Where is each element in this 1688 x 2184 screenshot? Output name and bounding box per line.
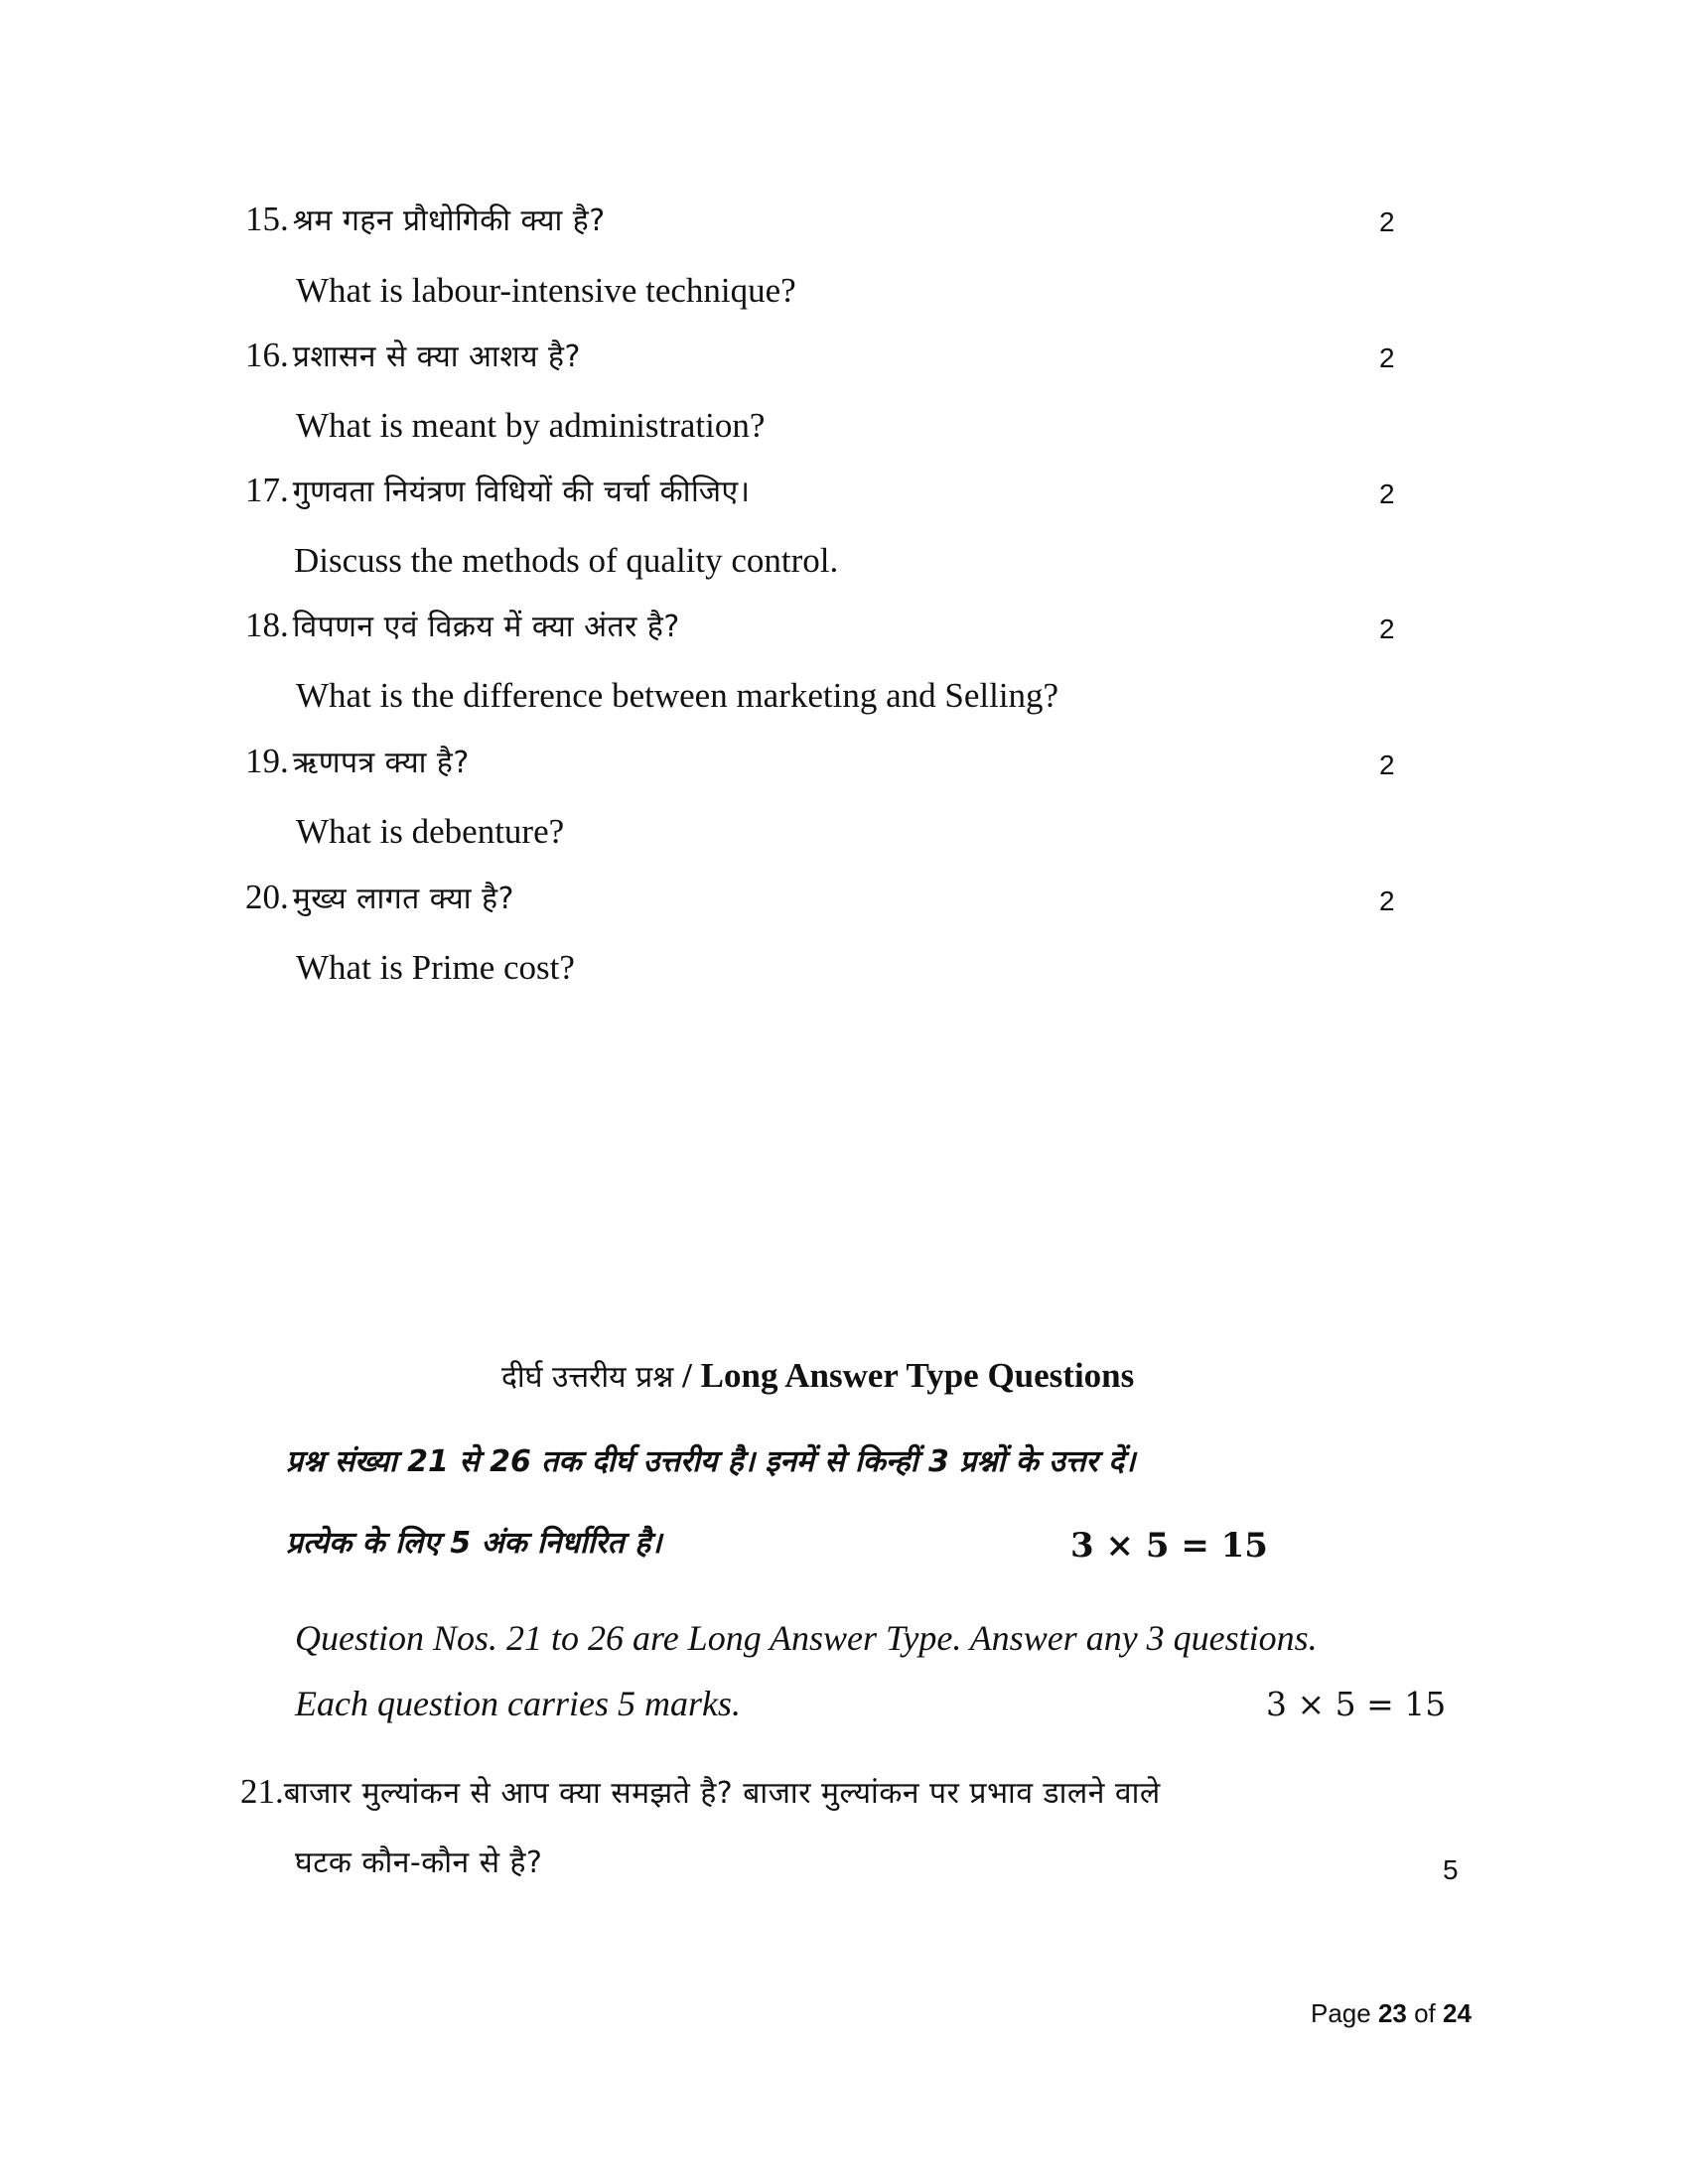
question-marks: 2 bbox=[1379, 478, 1395, 509]
question-18 bbox=[245, 608, 680, 642]
page-current: 23 bbox=[1377, 1998, 1407, 2028]
question-english: What is Prime cost? bbox=[296, 948, 575, 987]
instruction-hindi-line1: प्रश्न संख्या 21 से 26 तक दीर्घ उत्तरीय है। इनमें से किन्हीं 3 प्रश्नों के उत्तर दें। bbox=[286, 1444, 1136, 1479]
question-english: Discuss the methods of quality control. bbox=[294, 541, 839, 580]
question-hindi: विपणन एवं विक्रय में क्या अंतर है? bbox=[292, 610, 680, 644]
question-hindi-line2: घटक कौन-कौन से है? bbox=[295, 1845, 543, 1880]
question-19 bbox=[245, 744, 470, 778]
marks-formula-english: 3 × 5 = 15 bbox=[1266, 1685, 1447, 1723]
question-hindi-line1: बाजार मुल्यांकन से आप क्या समझते है? बाजार मुल्यांकन पर प्रभाव डालने वाले bbox=[283, 1776, 1161, 1811]
marks-formula-hindi: 3 × 5 = 15 bbox=[1070, 1526, 1268, 1566]
question-number: 20. bbox=[245, 878, 289, 916]
question-number: 21. bbox=[240, 1772, 284, 1811]
question-hindi: श्रम गहन प्रौधोगिकी क्या है? bbox=[292, 204, 606, 238]
page-total: 24 bbox=[1443, 1998, 1472, 2028]
section-heading bbox=[501, 1358, 1134, 1393]
question-english: What is debenture? bbox=[296, 812, 565, 851]
question-16 bbox=[245, 338, 581, 372]
page-prefix: Page bbox=[1311, 1998, 1378, 2028]
question-marks: 5 bbox=[1443, 1854, 1459, 1885]
question-marks: 2 bbox=[1379, 750, 1395, 780]
page-middle: of bbox=[1406, 1998, 1444, 2028]
question-marks: 2 bbox=[1379, 614, 1395, 644]
question-hindi: प्रशासन से क्या आशय है? bbox=[292, 340, 581, 374]
page-number bbox=[1311, 2000, 1472, 2026]
question-hindi: गुणवता नियंत्रण विधियों की चर्चा कीजिए। bbox=[292, 475, 751, 509]
question-marks: 2 bbox=[1379, 342, 1395, 373]
instruction-hindi-line2: प्रत्येक के लिए 5 अंक निर्धारित है। bbox=[286, 1526, 662, 1561]
question-21 bbox=[240, 1774, 1161, 1809]
question-number: 18. bbox=[245, 606, 289, 644]
question-hindi: ऋणपत्र क्या है? bbox=[292, 746, 470, 780]
instruction-english-line2: Each question carries 5 marks. bbox=[295, 1684, 741, 1723]
question-english: What is the difference between marketing and Selling? bbox=[296, 676, 1059, 715]
question-15 bbox=[245, 202, 606, 236]
section-heading-english: / Long Answer Type Questions bbox=[673, 1356, 1135, 1395]
question-number: 16. bbox=[245, 336, 289, 374]
question-number: 19. bbox=[245, 742, 289, 780]
question-marks: 2 bbox=[1379, 206, 1395, 237]
question-20 bbox=[245, 880, 514, 914]
question-english: What is labour-intensive technique? bbox=[296, 271, 796, 310]
question-number: 17. bbox=[245, 471, 289, 509]
instruction-english-line1: Question Nos. 21 to 26 are Long Answer Type. Answer any 3 questions. bbox=[295, 1618, 1318, 1658]
question-marks: 2 bbox=[1379, 886, 1395, 916]
section-heading-hindi: दीर्घ उत्तरीय प्रश्न bbox=[501, 1360, 674, 1395]
question-hindi: मुख्य लागत क्या है? bbox=[292, 882, 514, 916]
question-english: What is meant by administration? bbox=[296, 406, 766, 445]
question-number: 15. bbox=[245, 200, 289, 238]
question-17 bbox=[245, 473, 750, 507]
